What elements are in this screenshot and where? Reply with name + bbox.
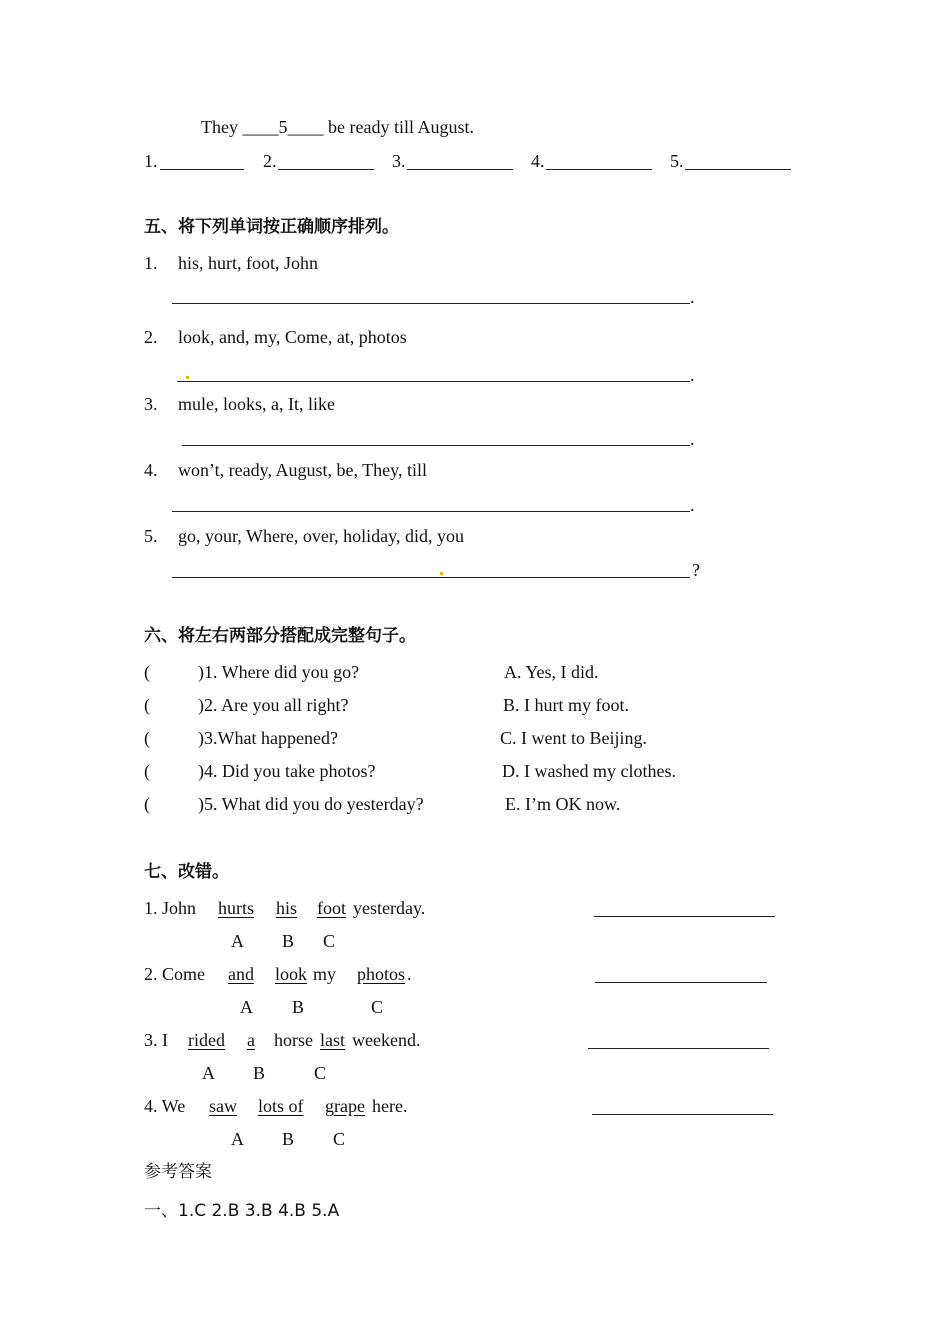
s5-item-num-1: 1. — [144, 253, 158, 273]
section7-heading: 七、改错。 — [144, 862, 229, 882]
s7-q1-rest: yesterday. — [353, 898, 426, 918]
speck-mark — [186, 376, 189, 379]
sentence-start: They ____ — [201, 117, 279, 137]
s7-q3-label-a: A — [202, 1063, 215, 1083]
s5-answer-line-3[interactable] — [182, 445, 690, 446]
blank-label-1: 1. — [144, 151, 158, 171]
s5-answer-line-2[interactable] — [177, 381, 690, 382]
s6-paren-5[interactable]: ( — [144, 794, 150, 814]
s7-q2-start: 2. Come — [144, 964, 205, 984]
sentence-number: 5 — [278, 117, 288, 137]
s5-item-end-5: ? — [692, 560, 700, 580]
s6-left-5: )5. What did you do yesterday? — [198, 794, 424, 814]
s7-q4-option-b: lots of — [258, 1096, 304, 1116]
sentence-end: ____ be ready till August. — [287, 117, 474, 137]
s6-right-a: A. Yes, I did. — [504, 662, 599, 682]
s5-item-words-1: his, hurt, foot, John — [178, 253, 319, 273]
s7-q3-answer-line[interactable] — [588, 1048, 769, 1049]
blank-label-4: 4. — [531, 151, 545, 171]
s5-item-words-5: go, your, Where, over, holiday, did, you — [178, 526, 464, 546]
s5-item-num-4: 4. — [144, 460, 158, 480]
s7-q1-option-a: hurts — [218, 898, 254, 918]
s5-answer-line-5[interactable] — [172, 577, 690, 578]
s7-q1-option-c: foot — [317, 898, 346, 918]
s7-q4-start: 4. We — [144, 1096, 186, 1116]
s5-item-words-4: won’t, ready, August, be, They, till — [178, 460, 427, 480]
s7-q3-option-b: a — [247, 1030, 255, 1050]
section5-heading: 五、将下列单词按正确顺序排列。 — [144, 217, 399, 237]
s5-item-end-2: . — [690, 365, 695, 385]
s7-q4-label-a: A — [231, 1129, 244, 1149]
s5-item-num-2: 2. — [144, 327, 158, 347]
s6-paren-2[interactable]: ( — [144, 695, 150, 715]
s7-q2-option-a: and — [228, 964, 254, 984]
s5-item-end-3: . — [690, 429, 695, 449]
answers-line-1 — [144, 1199, 339, 1222]
s7-q3-option-a: rided — [188, 1030, 225, 1050]
blank-label-2: 2. — [263, 151, 277, 171]
answer-blank-4[interactable] — [546, 169, 652, 170]
s5-item-words-2: look, and, my, Come, at, photos — [178, 327, 407, 347]
s6-right-d: D. I washed my clothes. — [502, 761, 676, 781]
s6-right-c: C. I went to Beijing. — [500, 728, 647, 748]
s7-q3-rest: weekend. — [352, 1030, 421, 1050]
s5-answer-line-4[interactable] — [172, 511, 690, 512]
s7-q2-mid: my — [313, 964, 337, 984]
s7-q3-mid: horse — [274, 1030, 313, 1050]
s5-item-end-1: . — [690, 287, 695, 307]
answer-blank-1[interactable] — [160, 169, 244, 170]
s5-item-words-3: mule, looks, a, It, like — [178, 394, 335, 414]
s7-q3-start: 3. I — [144, 1030, 168, 1050]
s7-q3-option-c: last — [320, 1030, 345, 1050]
s7-q1-start: 1. John — [144, 898, 197, 918]
s7-q2-label-b: B — [292, 997, 305, 1017]
s5-answer-line-1[interactable] — [172, 303, 690, 304]
section6-heading: 六、将左右两部分搭配成完整句子。 — [144, 626, 416, 646]
speck-mark — [440, 572, 443, 575]
s7-q2-label-a: A — [240, 997, 253, 1017]
answer-blank-3[interactable] — [407, 169, 513, 170]
s5-item-num-3: 3. — [144, 394, 158, 414]
s6-left-3: )3.What happened? — [198, 728, 338, 748]
answer-blank-5[interactable] — [685, 169, 791, 170]
s7-q1-option-b: his — [276, 898, 298, 918]
s7-q2-option-c: photos — [357, 964, 406, 984]
s7-q4-rest: here. — [372, 1096, 408, 1116]
blank-label-3: 3. — [392, 151, 406, 171]
s7-q4-label-c: C — [333, 1129, 346, 1149]
s7-q3-label-c: C — [314, 1063, 327, 1083]
s7-q1-label-a: A — [231, 931, 244, 951]
sentence-line — [201, 116, 474, 138]
s7-q1-label-c: C — [323, 931, 336, 951]
s6-left-4: )4. Did you take photos? — [198, 761, 376, 781]
s7-q2-label-c: C — [371, 997, 384, 1017]
s6-left-2: )2. Are you all right? — [198, 695, 349, 715]
s7-q3-label-b: B — [253, 1063, 266, 1083]
s7-q4-label-b: B — [282, 1129, 295, 1149]
s5-item-end-4: . — [690, 495, 695, 515]
s6-paren-3[interactable]: ( — [144, 728, 150, 748]
s6-left-1: )1. Where did you go? — [198, 662, 360, 682]
s5-item-num-5: 5. — [144, 526, 158, 546]
s7-q2-rest: . — [407, 964, 412, 984]
s7-q2-option-b: look — [275, 964, 308, 984]
s7-q1-answer-line[interactable] — [594, 916, 775, 917]
s6-paren-4[interactable]: ( — [144, 761, 150, 781]
s6-paren-1[interactable]: ( — [144, 662, 150, 682]
s7-q1-label-b: B — [282, 931, 295, 951]
s7-q4-option-a: saw — [209, 1096, 237, 1116]
s6-right-e: E. I’m OK now. — [505, 794, 621, 814]
answers-title: 参考答案 — [144, 1162, 212, 1182]
s7-q4-option-c: grape — [325, 1096, 365, 1116]
answers-line-1-text: 一、1.C 2.B 3.B 4.B 5.A — [144, 1201, 340, 1221]
s7-q2-answer-line[interactable] — [595, 982, 767, 983]
s7-q4-answer-line[interactable] — [592, 1114, 773, 1115]
s6-right-b: B. I hurt my foot. — [503, 695, 629, 715]
blank-label-5: 5. — [670, 151, 684, 171]
answer-blank-2[interactable] — [278, 169, 374, 170]
